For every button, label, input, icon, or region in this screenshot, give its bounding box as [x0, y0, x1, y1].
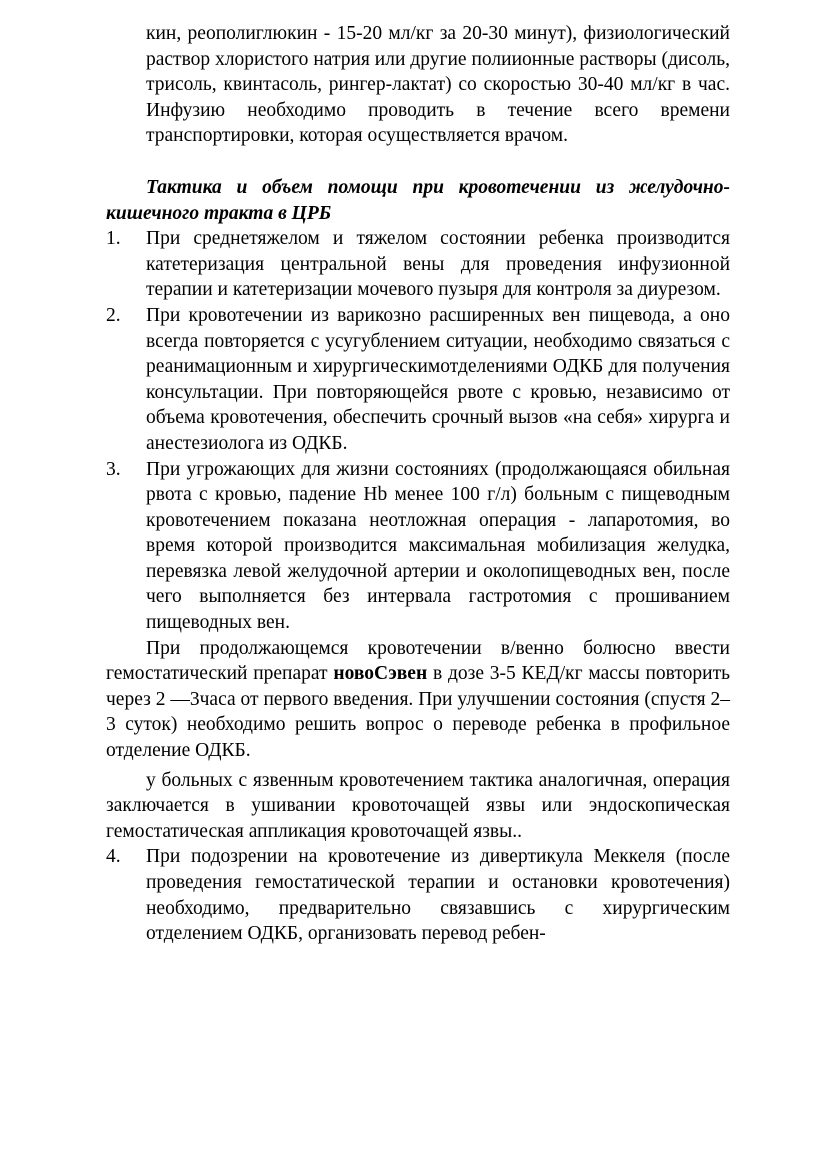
list-item [106, 457, 730, 636]
list-item-text: При подозрении на кровотечение из дивертикула Меккеля (после проведения гемостатической терапии и остановки кровотечения) необходимо, предварительно связавшись с хирургическим отделением ОДКБ, организовать перевод ребен- [146, 846, 730, 945]
list-item [106, 226, 730, 303]
list-item [106, 303, 730, 457]
list-item-number: 2. [106, 304, 121, 326]
novoseven-paragraph [106, 636, 730, 764]
list-item-text: При среднетяжелом и тяжелом состоянии ребенка производится катетеризация центральной вены для проведения инфузионной терапии и катетеризации мочевого пузыря для контроля за диурезом. [146, 228, 730, 301]
list-item-number: 1. [106, 228, 121, 250]
list-item-number: 4. [106, 846, 121, 868]
ulcer-paragraph: у больных с язвенным кровотечением тактика аналогичная, операция заключается в ушивании кровоточащей язвы или эндоскопическая гемостатическая аппликация кровоточащей язвы.. [106, 769, 730, 842]
intro-paragraph: кин, реополиглюкин - 15-20 мл/кг за 20-30 минут), физиологический раствор хлористого натрия или другие полиионные растворы (дисоль, трисоль, квинтасоль, рингер-лактат) со скоростью 30-40 мл/кг в час. Инфузию необходимо проводить в течение всего времени транспортировки, которая осуществляется врачом. [146, 23, 730, 147]
numbered-list-continued [106, 844, 730, 946]
novoseven-text-before: При продолжающемся кровотечении в/венно болюсно ввести гемостатический препарат [106, 637, 730, 685]
document-page [106, 21, 730, 947]
list-item [106, 844, 730, 946]
list-item-text: При кровотечении из варикозно расширенных вен пищевода, а оно всегда повторяется с усугублением ситуации, необходимо связаться с реанимационным и хирургическимотделениями ОДКБ для получения консультации. При повторяющейся рвоте с кровью, независимо от объема кровотечения, обеспечить срочный вызов «на себя» хирурга и анестезиолога из ОДКБ. [146, 304, 730, 454]
numbered-list [106, 226, 730, 636]
list-item-text: При угрожающих для жизни состояниях (продолжающаяся обильная рвота с кровью, падение Hb менее 100 г/л) больным с пищеводным кровотечением показана неотложная операция - лапаротомия, во время которой производится максимальная мобилизация желудка, перевязка левой желудочной артерии и околопищеводных вен, после чего выполняется без интервала гастротомия с прошиванием пищеводных вен. [146, 458, 730, 634]
drug-name: новоСэвен [333, 663, 428, 685]
list-item-number: 3. [106, 458, 121, 480]
novoseven-text-after: в дозе 3-5 КЕД/кг массы повторить через 2 —3часа от первого введения. При улучшении состояния (спустя 2–3 суток) необходимо решить вопрос о переводе ребенка в профильное отделение ОДКБ. [106, 663, 730, 762]
section-heading: Тактика и объем помощи при кровотечении из желудочно-кишечного тракта в ЦРБ [106, 176, 730, 224]
